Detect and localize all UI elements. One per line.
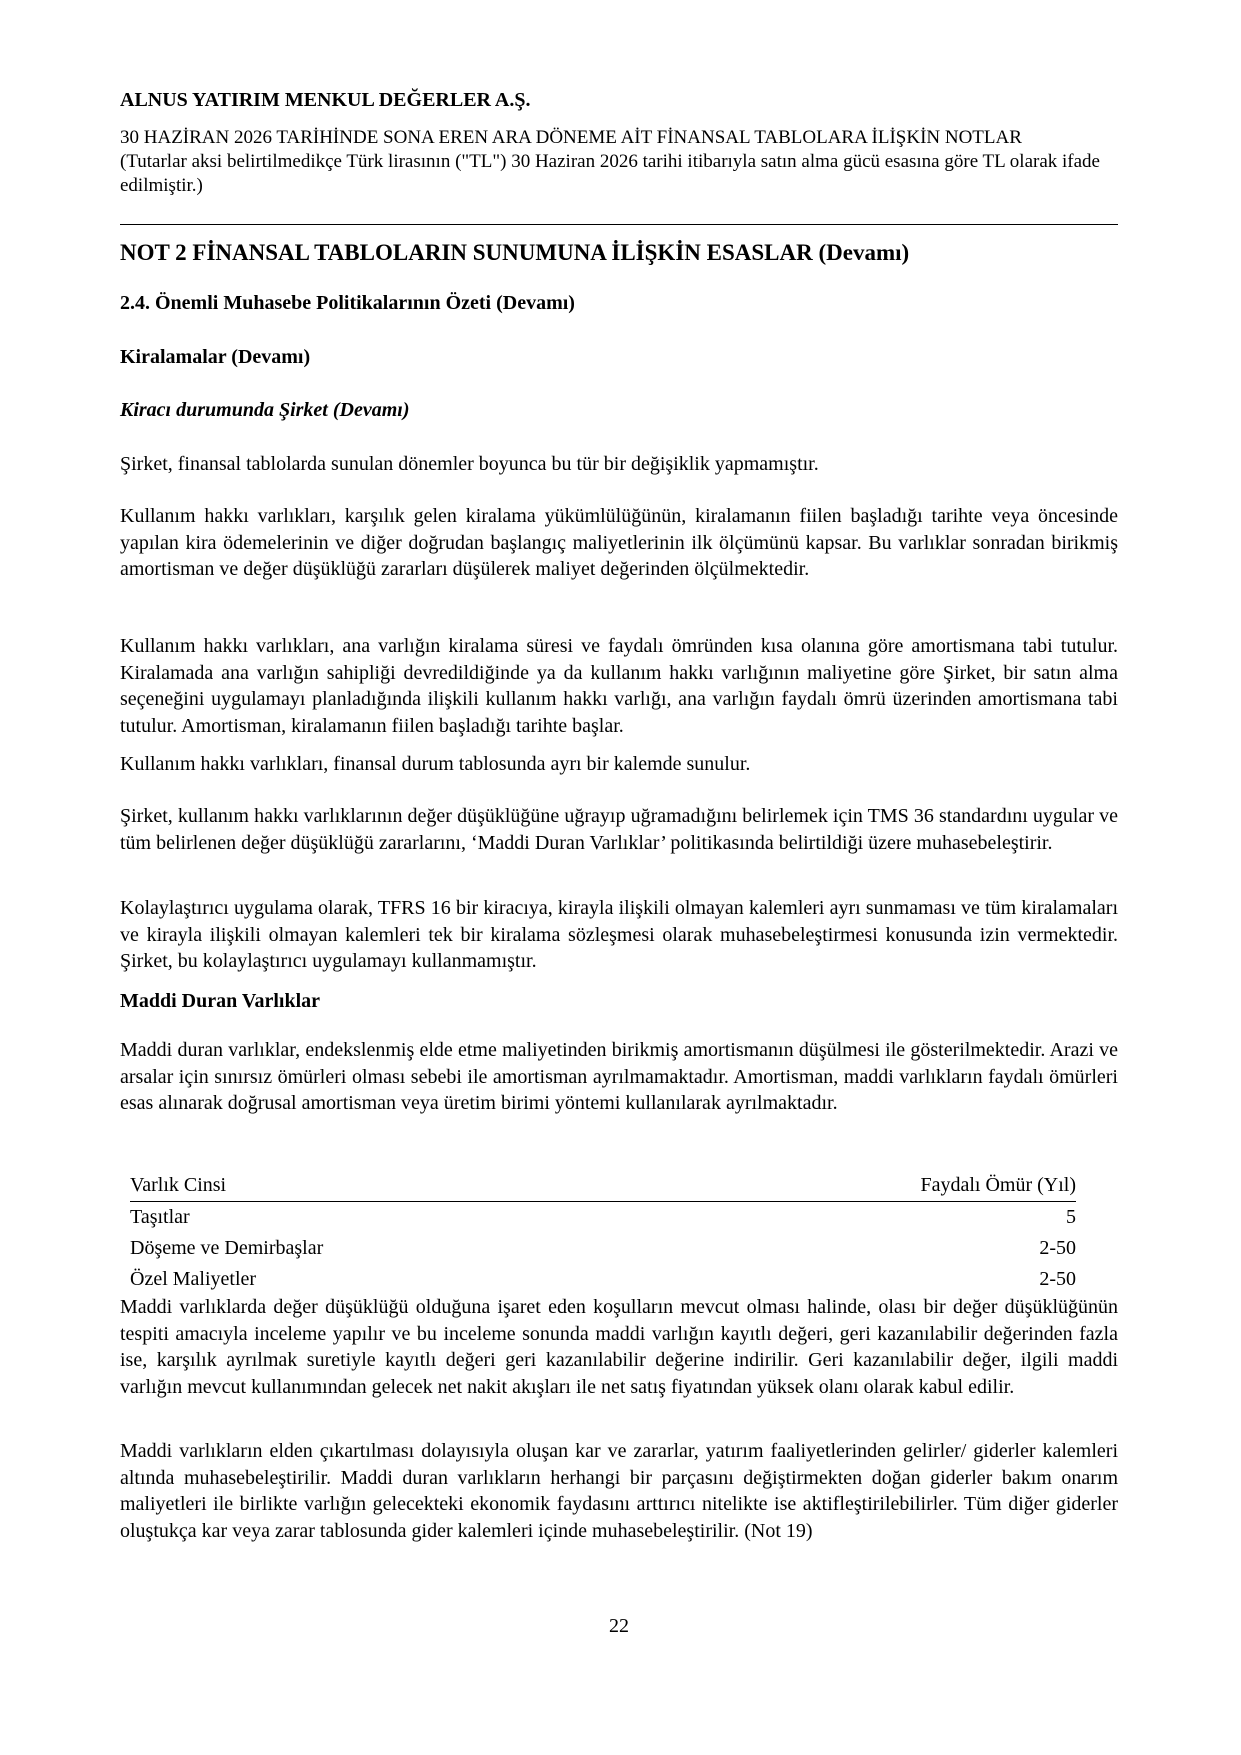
useful-life-cell: 5: [1066, 1206, 1076, 1228]
table-row: [130, 1264, 1076, 1295]
section-title: 2.4. Önemli Muhasebe Politikalarının Özeti (Devamı): [120, 292, 575, 314]
lessee-title: Kiracı durumunda Şirket (Devamı): [120, 399, 410, 421]
leases-title: Kiralamalar (Devamı): [120, 346, 311, 368]
note-title: NOT 2 FİNANSAL TABLOLARIN SUNUMUNA İLİŞKİN ESASLAR (Devamı): [120, 240, 910, 265]
useful-life-cell: 2-50: [1039, 1237, 1076, 1259]
asset-type-cell: Döşeme ve Demirbaşlar: [130, 1237, 324, 1259]
impairment-paragraph: Maddi varlıklarda değer düşüklüğü olduğuna işaret eden koşulların mevcut olması halinde, olası bir değer düşüklüğünün tespiti amacıyla inceleme yapılır ve bu inceleme sonunda maddi varlığın kayıtlı değeri, geri kazanılabilir değerinden fazla ise, karşılık ayrılmak suretiyle kayıtlı değeri geri kazanılabilir değerine indirilir. Geri kazanılabilir değer, ilgili maddi varlığın mevcut kullanımından gelecek net nakit akışları ile net satış fiyatından yüksek olanı olarak kabul edilir.: [120, 1296, 1118, 1398]
table-row: [130, 1202, 1076, 1234]
header-divider: [120, 224, 1118, 225]
paragraph-5: Şirket, kullanım hakkı varlıklarının değer düşüklüğüne uğrayıp uğramadığını belirlemek için TMS 36 standardını uygular ve tüm belirlenen değer düşüklüğü zararlarını, ‘Maddi Duran Varlıklar’ politikasında belirtildiği üzere muhasebeleştirir.: [120, 805, 1118, 854]
paragraph-3: Kullanım hakkı varlıkları, ana varlığın kiralama süresi ve faydalı ömründen kısa olanına göre amortismana tabi tutulur. Kiralamada ana varlığın sahipliği devredildiğinde ya da kullanım hakkı varlığının maliyetine göre Şirket, bir satın alma seçeneğini uygulamayı planladığında ilişkili kullanım hakkı varlığı, ana varlığın faydalı ömrü üzerinden amortismana tabi tutulur. Amortisman, kiralamanın fiilen başladığı tarihte başlar.: [120, 635, 1118, 737]
useful-life-cell: 2-50: [1039, 1268, 1076, 1290]
paragraph-6: Kolaylaştırıcı uygulama olarak, TFRS 16 bir kiracıya, kirayla ilişkili olmayan kalemleri ayrı sunmaması ve tüm kiralamaları ve kirayla ilişkili olmayan kalemleri tek bir kiralama sözleşmesi olarak muhasebeleştirmesi konusunda izin vermektedir. Şirket, bu kolaylaştırıcı uygulamayı kullanmamıştır.: [120, 897, 1118, 972]
report-header: [120, 126, 1118, 198]
currency-note: (Tutarlar aksi belirtilmedikçe Türk lirasının ("TL") 30 Haziran 2026 tarihi itibarıyla satın alma gücü esasına göre TL olarak ifade edilmiştir.): [120, 151, 1100, 196]
useful-life-header: Faydalı Ömür (Yıl): [654, 1170, 1076, 1202]
table-row: [130, 1233, 1076, 1264]
report-subtitle: 30 HAZİRAN 2026 TARİHİNDE SONA EREN ARA DÖNEME AİT FİNANSAL TABLOLARA İLİŞKİN NOTLAR: [120, 127, 1022, 148]
paragraph-4: Kullanım hakkı varlıkları, finansal durum tablosunda ayrı bir kalemde sunulur.: [120, 753, 751, 775]
ppe-title: Maddi Duran Varlıklar: [120, 990, 321, 1012]
asset-type-cell: Özel Maliyetler: [130, 1268, 257, 1290]
asset-type-header: Varlık Cinsi: [130, 1170, 654, 1202]
paragraph-2: Kullanım hakkı varlıkları, karşılık gelen kiralama yükümlülüğünün, kiralamanın fiilen başladığı tarihte veya öncesinde yapılan kira ödemelerinin ve diğer doğrudan başlangıç maliyetlerinin ilk ölçümünü kapsar. Bu varlıklar sonradan birikmiş amortisman ve değer düşüklüğü zararları düşülerek maliyet değerinden ölçülmektedir.: [120, 505, 1118, 580]
ppe-paragraph: Maddi duran varlıklar, endekslenmiş elde etme maliyetinden birikmiş amortismanın düşülmesi ile gösterilmektedir. Arazi ve arsalar için sınırsız ömürleri olması sebebi ile amortisman ayrılmamaktadır. Amortisman, maddi varlıkların faydalı ömürleri esas alınarak doğrusal amortisman veya üretim birimi yöntemi kullanılarak ayrılmaktadır.: [120, 1039, 1118, 1114]
page-number: 22: [609, 1615, 629, 1637]
useful-life-table: [130, 1170, 1076, 1295]
table-header-row: [130, 1170, 1076, 1202]
paragraph-1: Şirket, finansal tablolarda sunulan dönemler boyunca bu tür bir değişiklik yapmamıştır.: [120, 453, 819, 475]
company-name: ALNUS YATIRIM MENKUL DEĞERLER A.Ş.: [120, 89, 531, 111]
disposal-paragraph: Maddi varlıkların elden çıkartılması dolayısıyla oluşan kar ve zararlar, yatırım faaliyetlerinden gelirler/ giderler kalemleri altında muhasebeleştirilir. Maddi duran varlıkların herhangi bir parçasını değiştirmekten doğan giderler bakım onarım maliyetleri ile birlikte varlığın gelecekteki ekonomik faydasını arttırıcı nitelikte ise aktifleştirilebilirler. Tüm diğer giderler oluştukça kar veya zarar tablosunda gider kalemleri içinde muhasebeleştirilir. (Not 19): [120, 1440, 1118, 1542]
asset-type-cell: Taşıtlar: [130, 1206, 190, 1228]
